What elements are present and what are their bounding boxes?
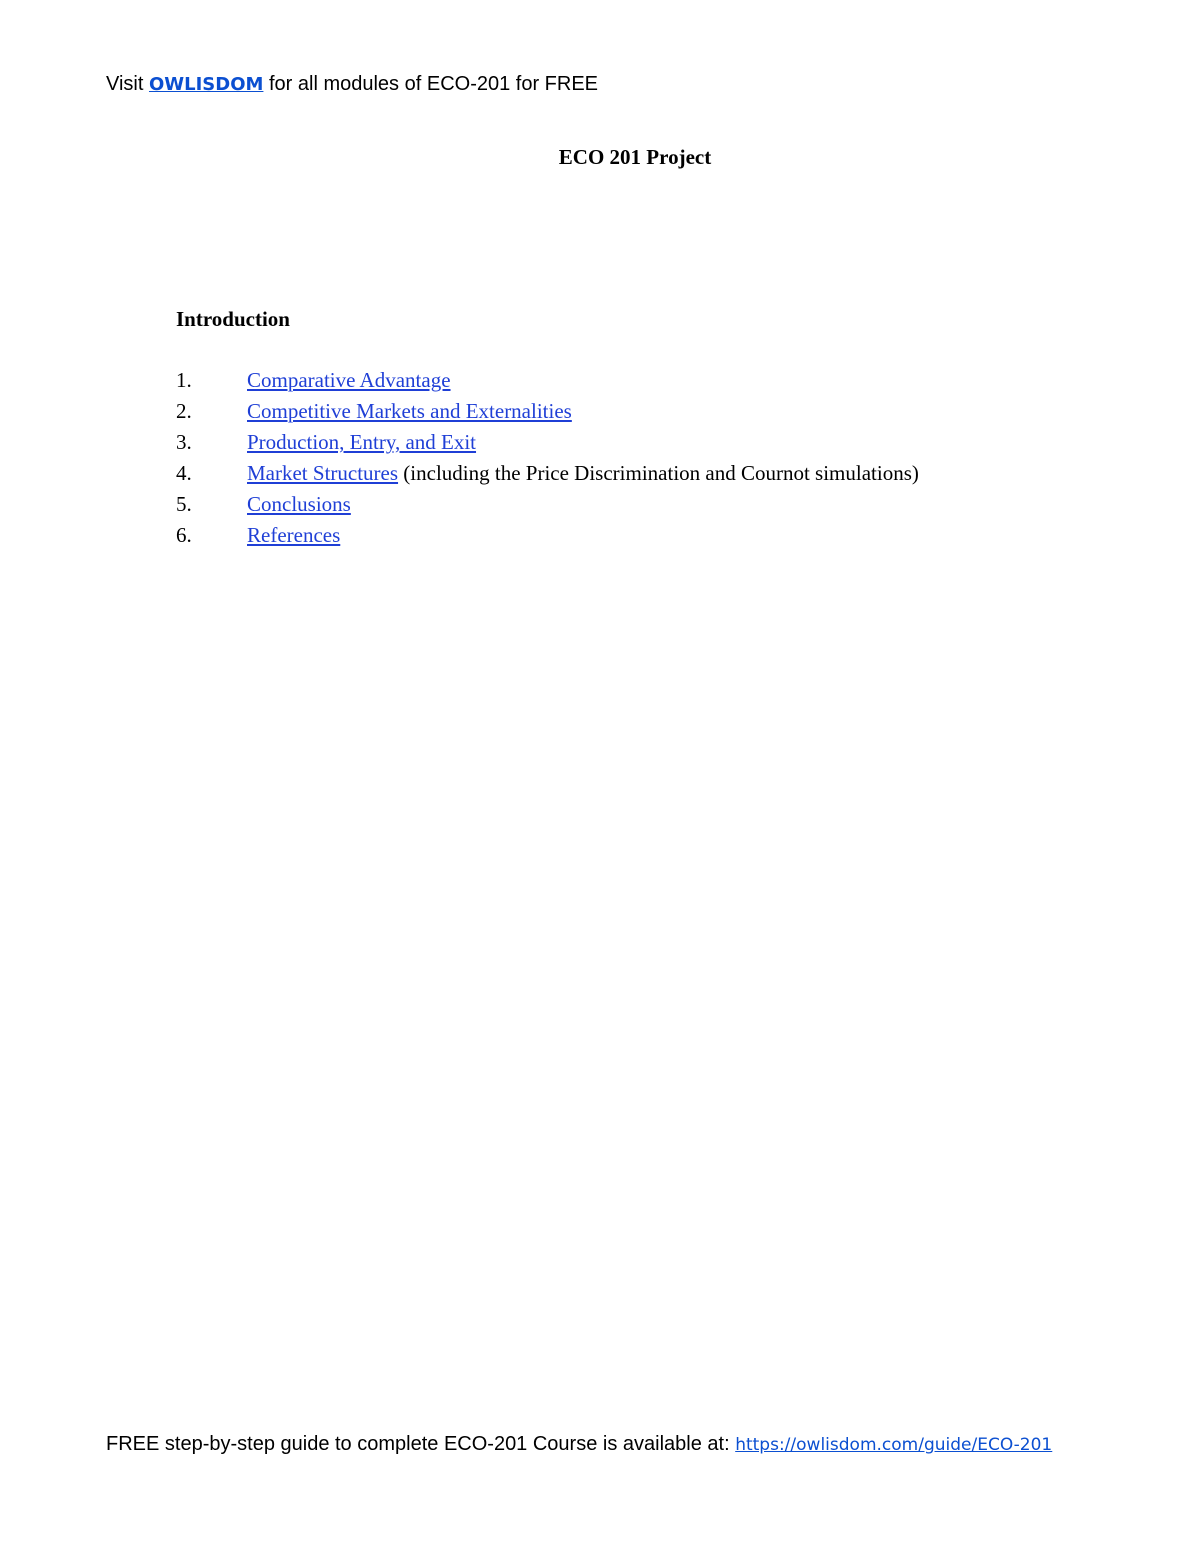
toc-item: [176, 458, 919, 489]
toc-item-number: 6.: [176, 523, 192, 547]
toc-item-number: 1.: [176, 368, 192, 392]
footer-text: FREE step-by-step guide to complete ECO-201 Course is available at:: [106, 1433, 730, 1455]
toc-item: [176, 396, 919, 427]
toc-link-market-structures[interactable]: Market Structures: [247, 461, 399, 485]
toc-link-comparative-advantage[interactable]: Comparative Advantage: [247, 368, 451, 392]
header-prefix: Visit: [106, 73, 144, 95]
toc-item-number: 4.: [176, 461, 192, 485]
document-title: ECO 201 Project: [558, 145, 712, 169]
toc-item-number: 3.: [176, 430, 192, 454]
toc-link-production-entry-exit[interactable]: Production, Entry, and Exit: [247, 430, 477, 454]
toc-item: [176, 365, 919, 396]
toc-item: [176, 520, 919, 551]
toc-item-number: 2.: [176, 399, 192, 423]
toc-item: [176, 489, 919, 520]
toc-item-extra: (including the Price Discrimination and Cournot simulations): [398, 461, 919, 485]
table-of-contents: [176, 365, 919, 551]
toc-item: [176, 427, 919, 458]
owlisdom-link[interactable]: OWLISDOM: [148, 74, 264, 95]
section-heading: Introduction: [176, 307, 290, 331]
header-promo: [106, 70, 598, 99]
header-suffix: for all modules of ECO-201 for FREE: [269, 73, 599, 95]
toc-link-references[interactable]: References: [247, 523, 341, 547]
toc-link-competitive-markets[interactable]: Competitive Markets and Externalities: [247, 399, 572, 423]
guide-url-link[interactable]: https://owlisdom.com/guide/ECO-201: [735, 1435, 1053, 1455]
toc-link-conclusions[interactable]: Conclusions: [247, 492, 351, 516]
footer-promo: [106, 1430, 1106, 1459]
toc-item-number: 5.: [176, 492, 192, 516]
